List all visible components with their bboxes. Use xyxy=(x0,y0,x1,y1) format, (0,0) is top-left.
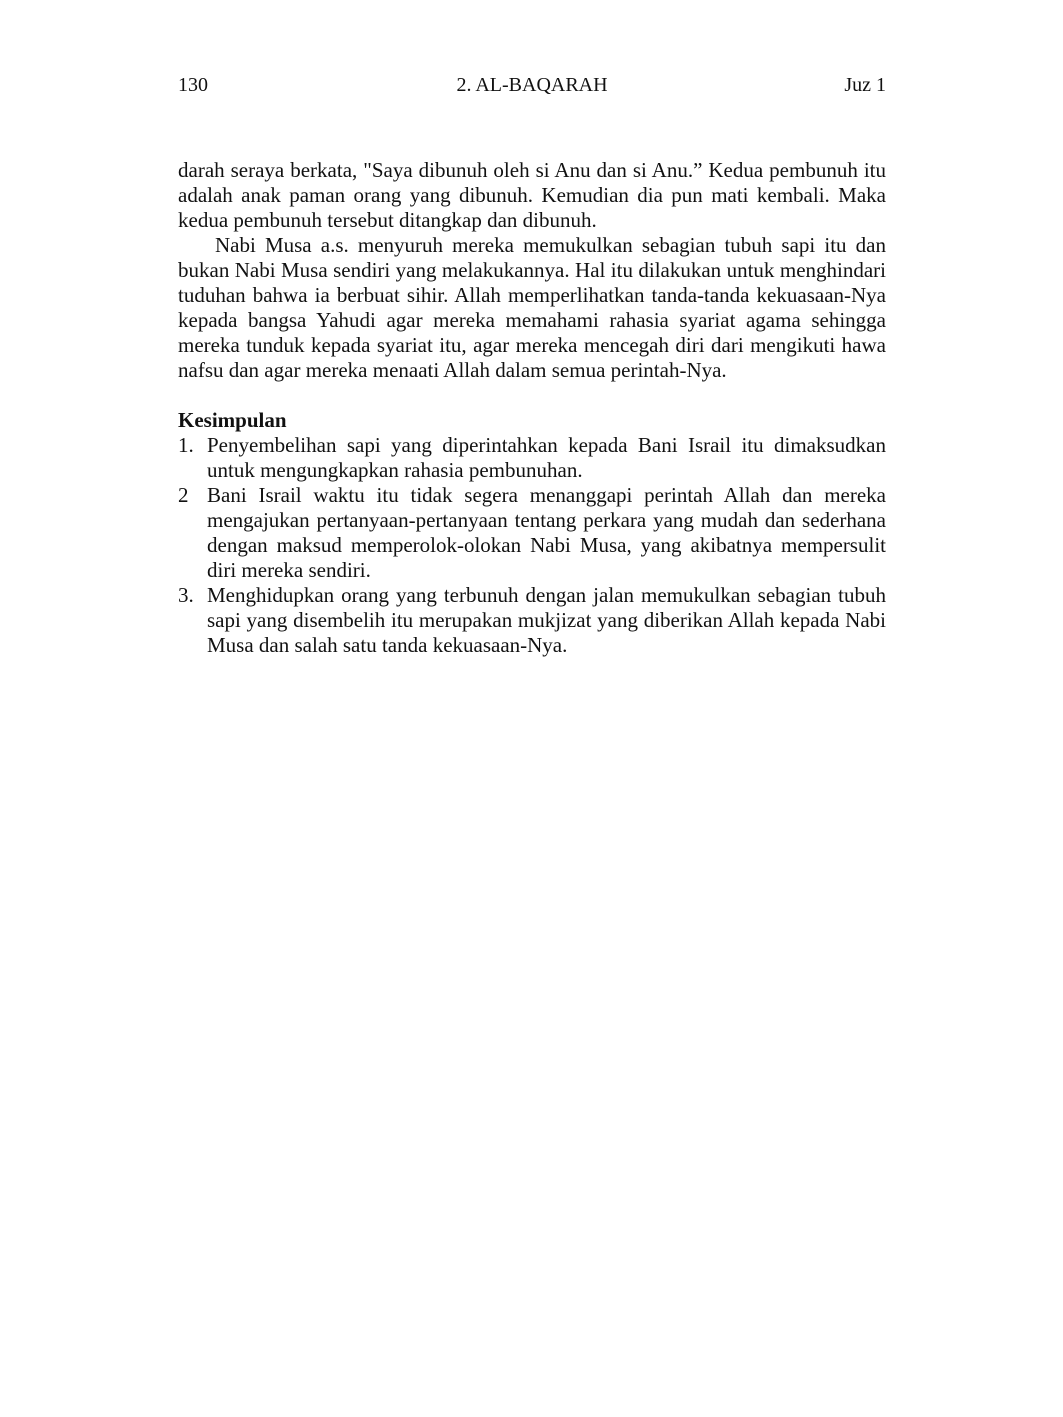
list-item-number: 2 xyxy=(178,483,189,507)
list-item-text: Menghidupkan orang yang terbunuh dengan jalan memukulkan sebagian tubuh sapi yang disembelih itu merupakan mukjizat yang diberikan Allah kepada Nabi Musa dan salah satu tanda kekuasaan-Nya. xyxy=(207,583,886,657)
chapter-title: 2. AL-BAQARAH xyxy=(456,74,608,96)
list-item-number: 1. xyxy=(178,433,194,457)
page-number: 130 xyxy=(178,74,208,96)
juz-label: Juz 1 xyxy=(844,74,886,96)
section-heading-kesimpulan: Kesimpulan xyxy=(178,408,287,432)
list-item-text: Bani Israil waktu itu tidak segera menanggapi perintah Allah dan mereka mengajukan pertanyaan-pertanyaan tentang perkara yang mudah dan sederhana dengan maksud memperolok-olokan Nabi Musa, yang akibatnya mempersulit diri mereka sendiri. xyxy=(207,483,886,582)
page-content xyxy=(178,158,886,658)
paragraph-explanation: Nabi Musa a.s. menyuruh mereka memukulkan sebagian tubuh sapi itu dan bukan Nabi Musa sendiri yang melakukannya. Hal itu dilakukan untuk menghindari tuduhan bahwa ia berbuat sihir. Allah memperlihatkan tanda-tanda kekuasaan-Nya kepada bangsa Yahudi agar mereka memahami rahasia syariat agama sehingga mereka tunduk kepada syariat itu, agar mereka mencegah diri dari mengikuti hawa nafsu dan agar mereka menaati Allah dalam semua perintah-Nya. xyxy=(178,233,886,382)
list-item xyxy=(178,483,886,583)
list-item-text: Penyembelihan sapi yang diperintahkan kepada Bani Israil itu dimaksudkan untuk mengungkapkan rahasia pembunuhan. xyxy=(207,433,886,482)
list-item-number: 3. xyxy=(178,583,194,607)
list-item xyxy=(178,583,886,658)
conclusion-list xyxy=(178,433,886,658)
page-header xyxy=(178,72,886,98)
paragraph-continuation: darah seraya berkata, "Saya dibunuh oleh si Anu dan si Anu.” Kedua pembunuh itu adalah anak paman orang yang dibunuh. Kemudian dia pun mati kembali. Maka kedua pembunuh tersebut ditangkap dan dibunuh. xyxy=(178,158,886,232)
list-item xyxy=(178,433,886,483)
